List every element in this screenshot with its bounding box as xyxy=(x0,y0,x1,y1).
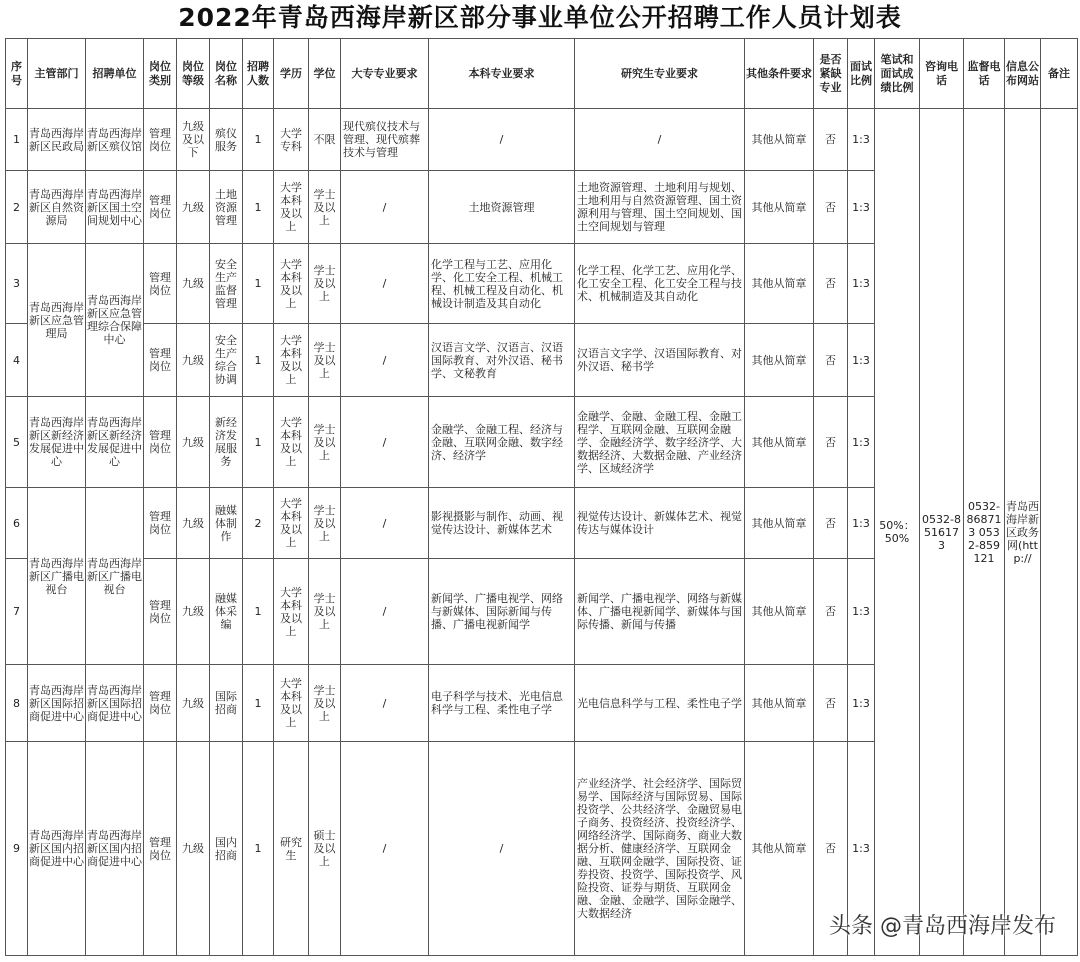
edu-cell: 大学本科及以上 xyxy=(274,397,309,488)
post-cell: 安全生产综合协调 xyxy=(210,324,243,397)
row-number: 4 xyxy=(6,324,28,397)
other-cell: 其他从简章 xyxy=(745,665,814,742)
header-cell: 学位 xyxy=(309,39,341,109)
edu-cell: 大学本科及以上 xyxy=(274,324,309,397)
row-number: 6 xyxy=(6,488,28,559)
edu-cell: 大学本科及以上 xyxy=(274,665,309,742)
category-cell: 管理岗位 xyxy=(144,244,177,324)
dept-cell: 青岛西海岸新区国内招商促进中心 xyxy=(28,742,86,956)
unit-cell: 青岛西海岸新区新经济发展促进中心 xyxy=(86,397,144,488)
junior-major-cell: 现代殡仪技术与管理、现代殡葬技术与管理 xyxy=(341,109,429,171)
consult-phone-cell: 0532-8516173 xyxy=(920,109,964,956)
bachelor-major-cell: 电子科学与技术、光电信息科学与工程、柔性电子学 xyxy=(429,665,575,742)
post-cell: 国内招商 xyxy=(210,742,243,956)
header-cell: 本科专业要求 xyxy=(429,39,575,109)
junior-major-cell: / xyxy=(341,559,429,665)
header-cell: 监督电话 xyxy=(964,39,1005,109)
header-cell: 岗位类别 xyxy=(144,39,177,109)
unit-cell: 青岛西海岸新区国土空间规划中心 xyxy=(86,171,144,244)
ratio-cell: 1:3 xyxy=(848,324,875,397)
edu-cell: 大学本科及以上 xyxy=(274,559,309,665)
header-cell: 研究生专业要求 xyxy=(575,39,745,109)
degree-cell: 学士及以上 xyxy=(309,559,341,665)
ratio-cell: 1:3 xyxy=(848,559,875,665)
count-cell: 1 xyxy=(243,109,274,171)
header-row xyxy=(6,39,1078,109)
dept-cell: 青岛西海岸新区广播电视台 xyxy=(28,488,86,665)
level-cell: 九级 xyxy=(177,665,210,742)
header-cell: 学历 xyxy=(274,39,309,109)
row-number: 2 xyxy=(6,171,28,244)
degree-cell: 学士及以上 xyxy=(309,171,341,244)
bachelor-major-cell: 金融学、金融工程、经济与金融、互联网金融、数字经济、经济学 xyxy=(429,397,575,488)
category-cell: 管理岗位 xyxy=(144,324,177,397)
edu-cell: 大学专科 xyxy=(274,109,309,171)
scarce-cell: 否 xyxy=(814,171,848,244)
ratio-cell: 1:3 xyxy=(848,244,875,324)
bachelor-major-cell: 土地资源管理 xyxy=(429,171,575,244)
other-cell: 其他从简章 xyxy=(745,488,814,559)
header-cell: 备注 xyxy=(1041,39,1078,109)
dept-cell: 青岛西海岸新区新经济发展促进中心 xyxy=(28,397,86,488)
post-cell: 国际招商 xyxy=(210,665,243,742)
header-cell: 岗位名称 xyxy=(210,39,243,109)
unit-cell: 青岛西海岸新区殡仪馆 xyxy=(86,109,144,171)
scarce-cell: 否 xyxy=(814,109,848,171)
post-cell: 新经济发展服务 xyxy=(210,397,243,488)
dept-cell: 青岛西海岸新区国际招商促进中心 xyxy=(28,665,86,742)
ratio-cell: 1:3 xyxy=(848,171,875,244)
scarce-cell: 否 xyxy=(814,559,848,665)
level-cell: 九级 xyxy=(177,488,210,559)
scarce-cell: 否 xyxy=(814,397,848,488)
master-major-cell: 化学工程、化学工艺、应用化学、化工安全工程、化工安全工程与技术、机械制造及其自动化 xyxy=(575,244,745,324)
remark-cell xyxy=(1041,109,1078,956)
row-number: 7 xyxy=(6,559,28,665)
header-cell: 岗位等级 xyxy=(177,39,210,109)
count-cell: 1 xyxy=(243,742,274,956)
ratio-cell: 1:3 xyxy=(848,109,875,171)
ratio-cell: 1:3 xyxy=(848,397,875,488)
category-cell: 管理岗位 xyxy=(144,559,177,665)
other-cell: 其他从简章 xyxy=(745,559,814,665)
category-cell: 管理岗位 xyxy=(144,397,177,488)
watermark-text: 头条 @青岛西海岸发布 xyxy=(829,914,1056,939)
header-cell: 招聘人数 xyxy=(243,39,274,109)
count-cell: 1 xyxy=(243,324,274,397)
unit-cell: 青岛西海岸新区国际招商促进中心 xyxy=(86,665,144,742)
junior-major-cell: / xyxy=(341,488,429,559)
row-number: 8 xyxy=(6,665,28,742)
scarce-cell: 否 xyxy=(814,488,848,559)
count-cell: 2 xyxy=(243,488,274,559)
master-major-cell: 产业经济学、社会经济学、国际贸易学、国际经济与国际贸易、国际投资学、公共经济学、金融贸易电子商务、投资经济、投资经济学、网络经济学、国际商务、商业大数据分析、健康经济学、互联网金融、互联网金融学、国际投资、证券投资、投资学、国际投资学、风险投资、证券与期货、互联网金融、金融、金融学、国际金融学、大数据经济 xyxy=(575,742,745,956)
master-major-cell: 土地资源管理、土地利用与规划、土地利用与自然资源管理、国土资源利用与管理、国土空间规划、国土空间规划与管理 xyxy=(575,171,745,244)
exam-ratio-cell: 50%：50% xyxy=(875,109,920,956)
post-cell: 土地资源管理 xyxy=(210,171,243,244)
count-cell: 1 xyxy=(243,171,274,244)
category-cell: 管理岗位 xyxy=(144,665,177,742)
post-cell: 融媒体制作 xyxy=(210,488,243,559)
category-cell: 管理岗位 xyxy=(144,171,177,244)
post-cell: 安全生产监督管理 xyxy=(210,244,243,324)
edu-cell: 大学本科及以上 xyxy=(274,488,309,559)
category-cell: 管理岗位 xyxy=(144,742,177,956)
dept-cell: 青岛西海岸新区民政局 xyxy=(28,109,86,171)
recruitment-table xyxy=(5,38,1078,956)
ratio-cell: 1:3 xyxy=(848,488,875,559)
scarce-cell: 否 xyxy=(814,324,848,397)
row-number: 1 xyxy=(6,109,28,171)
degree-cell: 学士及以上 xyxy=(309,397,341,488)
degree-cell: 学士及以上 xyxy=(309,244,341,324)
level-cell: 九级 xyxy=(177,742,210,956)
row-number: 3 xyxy=(6,244,28,324)
header-cell: 面试比例 xyxy=(848,39,875,109)
supervise-phone-cell: 0532-868713 0532-859121 xyxy=(964,109,1005,956)
junior-major-cell: / xyxy=(341,397,429,488)
bachelor-major-cell: / xyxy=(429,109,575,171)
level-cell: 九级及以下 xyxy=(177,109,210,171)
count-cell: 1 xyxy=(243,559,274,665)
level-cell: 九级 xyxy=(177,559,210,665)
degree-cell: 学士及以上 xyxy=(309,488,341,559)
master-major-cell: 新闻学、广播电视学、网络与新媒体、广播电视新闻学、新媒体与国际传播、新闻与传播 xyxy=(575,559,745,665)
scarce-cell: 否 xyxy=(814,244,848,324)
scarce-cell: 否 xyxy=(814,742,848,956)
other-cell: 其他从简章 xyxy=(745,109,814,171)
degree-cell: 不限 xyxy=(309,109,341,171)
count-cell: 1 xyxy=(243,244,274,324)
edu-cell: 大学本科及以上 xyxy=(274,171,309,244)
edu-cell: 大学本科及以上 xyxy=(274,244,309,324)
category-cell: 管理岗位 xyxy=(144,109,177,171)
junior-major-cell: / xyxy=(341,244,429,324)
level-cell: 九级 xyxy=(177,171,210,244)
dept-cell: 青岛西海岸新区自然资源局 xyxy=(28,171,86,244)
unit-cell: 青岛西海岸新区国内招商促进中心 xyxy=(86,742,144,956)
ratio-cell: 1:3 xyxy=(848,742,875,956)
edu-cell: 研究生 xyxy=(274,742,309,956)
ratio-cell: 1:3 xyxy=(848,665,875,742)
dept-cell: 青岛西海岸新区应急管理局 xyxy=(28,244,86,397)
table-row xyxy=(6,109,1078,171)
level-cell: 九级 xyxy=(177,397,210,488)
header-cell: 大专专业要求 xyxy=(341,39,429,109)
header-cell: 笔试和面试成绩比例 xyxy=(875,39,920,109)
junior-major-cell: / xyxy=(341,324,429,397)
master-major-cell: 光电信息科学与工程、柔性电子学 xyxy=(575,665,745,742)
scarce-cell: 否 xyxy=(814,665,848,742)
degree-cell: 硕士及以上 xyxy=(309,742,341,956)
degree-cell: 学士及以上 xyxy=(309,324,341,397)
bachelor-major-cell: 化学工程与工艺、应用化学、化工安全工程、机械工程、机械工程及自动化、机械设计制造及其自动化 xyxy=(429,244,575,324)
junior-major-cell: / xyxy=(341,742,429,956)
bachelor-major-cell: 影视摄影与制作、动画、视觉传达设计、新媒体艺术 xyxy=(429,488,575,559)
level-cell: 九级 xyxy=(177,324,210,397)
other-cell: 其他从简章 xyxy=(745,244,814,324)
other-cell: 其他从简章 xyxy=(745,324,814,397)
header-cell: 是否紧缺专业 xyxy=(814,39,848,109)
post-cell: 融媒体采编 xyxy=(210,559,243,665)
header-cell: 主管部门 xyxy=(28,39,86,109)
row-number: 5 xyxy=(6,397,28,488)
page-title: 2022年青岛西海岸新区部分事业单位公开招聘工作人员计划表 xyxy=(178,3,902,32)
website-cell: 青岛西海岸新区政务网(http:// xyxy=(1005,109,1041,956)
count-cell: 1 xyxy=(243,397,274,488)
count-cell: 1 xyxy=(243,665,274,742)
master-major-cell: 金融学、金融、金融工程、金融工程学、互联网金融、互联网金融学、金融经济学、数字经济学、大数据经济、大数据金融、产业经济学、区域经济学 xyxy=(575,397,745,488)
master-major-cell: 视觉传达设计、新媒体艺术、视觉传达与媒体设计 xyxy=(575,488,745,559)
junior-major-cell: / xyxy=(341,171,429,244)
master-major-cell: / xyxy=(575,109,745,171)
row-number: 9 xyxy=(6,742,28,956)
bachelor-major-cell: 汉语言文学、汉语言、汉语国际教育、对外汉语、秘书学、文秘教育 xyxy=(429,324,575,397)
bachelor-major-cell: 新闻学、广播电视学、网络与新媒体、国际新闻与传播、广播电视新闻学 xyxy=(429,559,575,665)
level-cell: 九级 xyxy=(177,244,210,324)
other-cell: 其他从简章 xyxy=(745,742,814,956)
header-cell: 招聘单位 xyxy=(86,39,144,109)
unit-cell: 青岛西海岸新区广播电视台 xyxy=(86,488,144,665)
header-cell: 其他条件要求 xyxy=(745,39,814,109)
master-major-cell: 汉语言文字学、汉语国际教育、对外汉语、秘书学 xyxy=(575,324,745,397)
junior-major-cell: / xyxy=(341,665,429,742)
post-cell: 殡仪服务 xyxy=(210,109,243,171)
other-cell: 其他从简章 xyxy=(745,171,814,244)
unit-cell: 青岛西海岸新区应急管理综合保障中心 xyxy=(86,244,144,397)
other-cell: 其他从简章 xyxy=(745,397,814,488)
header-cell: 信息公布网站 xyxy=(1005,39,1041,109)
header-cell: 咨询电话 xyxy=(920,39,964,109)
bachelor-major-cell: / xyxy=(429,742,575,956)
category-cell: 管理岗位 xyxy=(144,488,177,559)
header-cell: 序号 xyxy=(6,39,28,109)
degree-cell: 学士及以上 xyxy=(309,665,341,742)
